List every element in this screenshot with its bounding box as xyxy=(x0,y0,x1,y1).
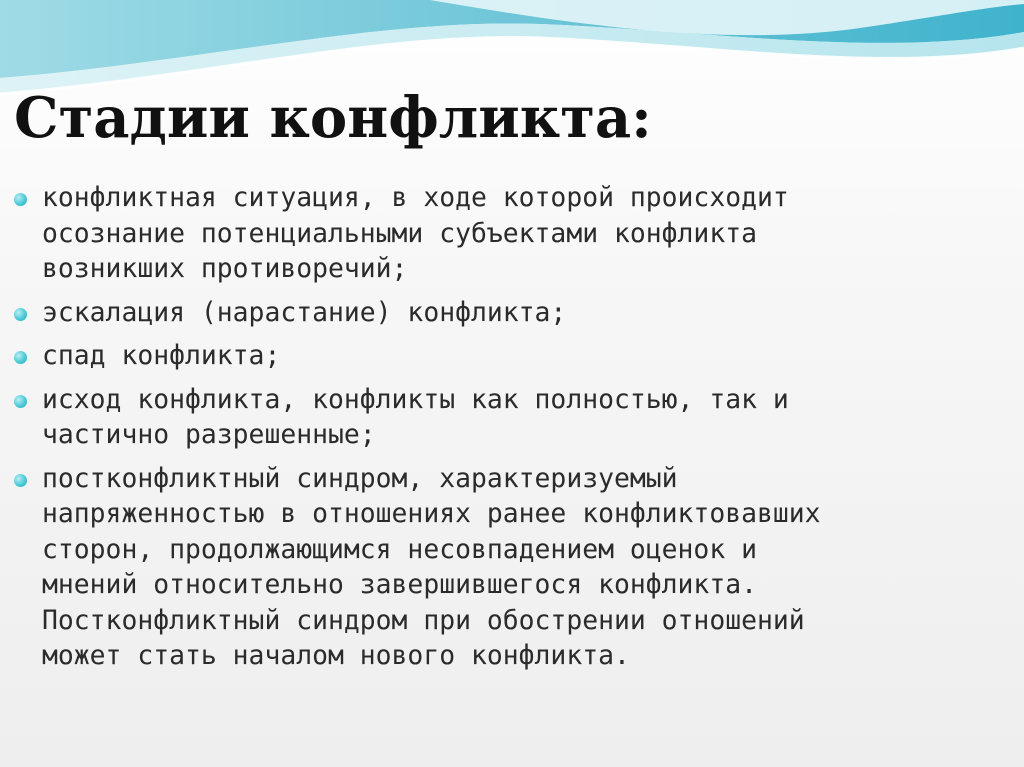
bullet-line: может стать началом нового конфликта. xyxy=(42,640,630,671)
bullet-line: мнений относительно завершившегося конфликта. xyxy=(42,569,757,600)
bullet-line: спад конфликта; xyxy=(42,340,281,371)
bullet-line: эскалация (нарастание) конфликта; xyxy=(42,296,567,328)
circle-bullet-icon xyxy=(14,474,27,487)
circle-bullet-icon xyxy=(14,395,27,408)
bullet-line: конфликтная ситуация, в ходе которой происходит xyxy=(42,182,789,213)
bullet-line: постконфликтный синдром, характеризуемый xyxy=(42,462,678,494)
circle-bullet-icon xyxy=(14,308,27,321)
bullet-list xyxy=(14,180,1014,682)
bullet-line: осознание потенциальными субъектами конфликта xyxy=(42,217,757,249)
bullet-line: напряженностью в отношениях ранее конфликтовавших xyxy=(42,498,821,529)
bullet-item xyxy=(14,295,1014,331)
bullet-line: исход конфликта, конфликты как полностью, так и xyxy=(42,383,789,415)
circle-bullet-icon xyxy=(14,193,27,206)
bullet-item xyxy=(14,461,1014,674)
bullet-line: возникших противоречий; xyxy=(42,253,408,284)
bullet-item xyxy=(14,180,1014,287)
bullet-line: Постконфликтный синдром при обострении отношений xyxy=(42,604,805,636)
bullet-line: сторон, продолжающимся несовпадением оценок и xyxy=(42,533,757,565)
circle-bullet-icon xyxy=(14,351,27,364)
bullet-item xyxy=(14,382,1014,453)
bullet-item xyxy=(14,338,1014,374)
slide-title: Стадии конфликта: xyxy=(14,85,652,151)
bullet-line: частично разрешенные; xyxy=(42,419,376,450)
